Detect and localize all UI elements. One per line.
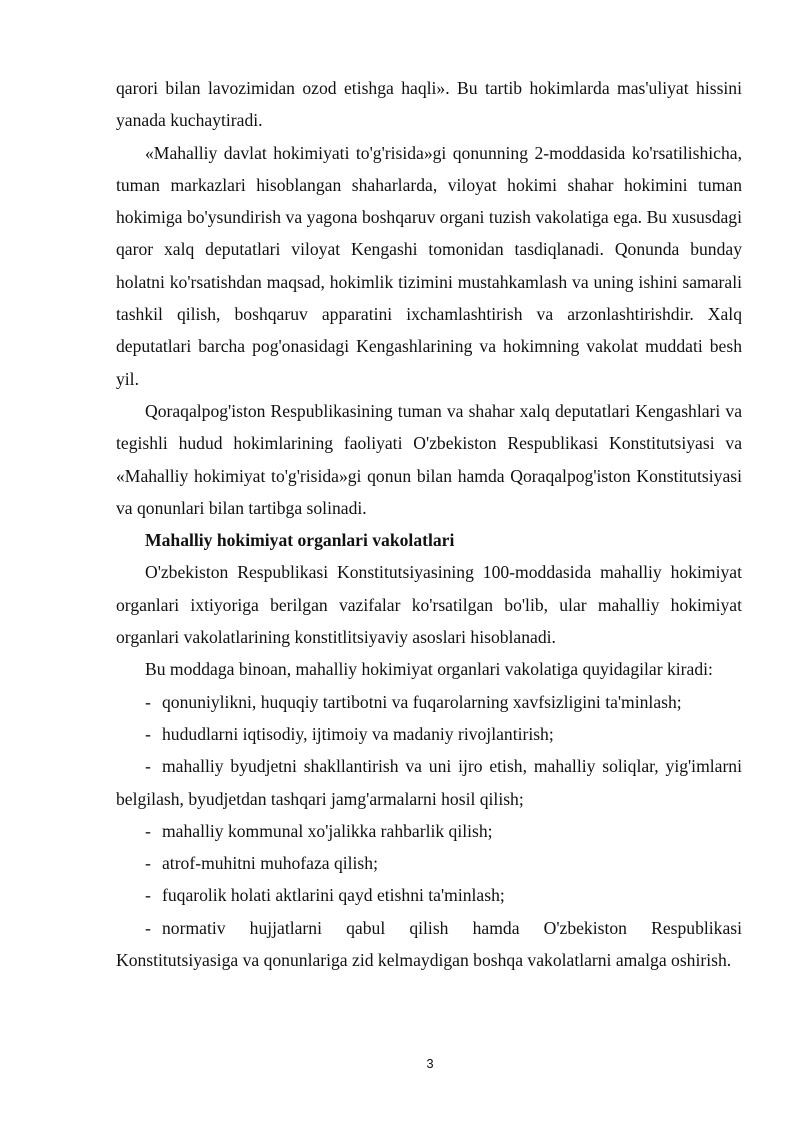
list-dash: -: [145, 853, 151, 874]
list-item: [116, 686, 742, 718]
section-heading: Mahalliy hokimiyat organlari vakolatlari: [145, 530, 455, 551]
paragraph-qoraqalpogiston: Qoraqalpog'iston Respublikasining tuman va shahar xalq deputatlari Kengashlari va tegishli hudud hokimlarining faoliyati O'zbekiston Respublikasi Konstitutsiyasi va «Mahalliy hokimiyat to'g'risida»gi qonun bilan hamda Qoraqalpog'iston Konstitutsiyasi va qonunlari bilan tartibga solinadi.: [116, 400, 742, 518]
list-item: [116, 750, 742, 815]
list-dash: -: [145, 917, 151, 938]
list-item-text: qonuniylikni, huquqiy tartibotni va fuqarolarning xavfsizligini ta'minlash;: [162, 691, 682, 712]
paragraph-mahalliy-davlat: «Mahalliy davlat hokimiyati to'g'risida»gi qonunning 2-moddasida ko'rsatilishicha, tuman markazlari hisoblangan shaharlarda, viloyat hokimi shahar hokimini tuman hokimiga bo'ysundirish va yagona boshqaruv organi tuzish vakolatiga ega. Bu xususdagi qaror xalq deputatlari viloyat Kengashi tomonidan tasdiqlanadi. Qonunda bunday holatni ko'rsatishdan maqsad, hokimlik tizimini mustahkamlash va uning ishini samarali tashkil qilish, boshqaruv apparatini ixchamlashtirish va arzonlashtirishdir. Xalq deputatlari barcha pog'onasidagi Kengashlarining va hokimning vakolat muddati besh yil.: [116, 142, 742, 389]
powers-list: [116, 686, 742, 977]
list-dash: -: [145, 691, 151, 712]
page-number: 3: [426, 1056, 434, 1071]
list-item: [116, 718, 742, 750]
paragraph-list-intro: Bu moddaga binoan, mahalliy hokimiyat organlari vakolatiga quyidagilar kiradi:: [145, 659, 713, 680]
list-dash: -: [145, 885, 151, 906]
document-page: [116, 72, 742, 976]
list-item: [116, 912, 742, 977]
paragraph-continuation: qarori bilan lavozimidan ozod etishga haqli». Bu tartib hokimlarda mas'uliyat hissini yanada kuchaytiradi.: [116, 78, 742, 131]
list-item-text: atrof-muhitni muhofaza qilish;: [162, 853, 378, 874]
list-item-text: mahalliy kommunal xo'jalikka rahbarlik qilish;: [162, 820, 493, 841]
paragraph-konstitutsiya: O'zbekiston Respublikasi Konstitutsiyasining 100-moddasida mahalliy hokimiyat organlari ixtiyoriga berilgan vazifalar ko'rsatilgan bo'lib, ular mahalliy hokimiyat organlari vakolatlarining konstitlitsiyaviy asoslari hisoblanadi.: [116, 562, 742, 648]
list-item: [116, 815, 742, 847]
list-item-text: normativ hujjatlarni qabul qilish hamda O'zbekiston Respublikasi Konstitutsiyasiga va qonunlariga zid kelmaydigan boshqa vakolatlarni amalga oshirish.: [116, 917, 742, 971]
list-item-text: hududlarni iqtisodiy, ijtimoiy va madaniy rivojlantirish;: [162, 723, 554, 744]
list-item: [116, 847, 742, 879]
list-dash: -: [145, 756, 151, 777]
list-item-text: mahalliy byudjetni shakllantirish va uni ijro etish, mahalliy soliqlar, yig'imlarni belgilash, byudjetdan tashqari jamg'armalarni hosil qilish;: [116, 756, 742, 809]
list-dash: -: [145, 723, 151, 744]
list-item: [116, 879, 742, 911]
list-item-text: fuqarolik holati aktlarini qayd etishni ta'minlash;: [162, 885, 505, 906]
list-dash: -: [145, 820, 151, 841]
